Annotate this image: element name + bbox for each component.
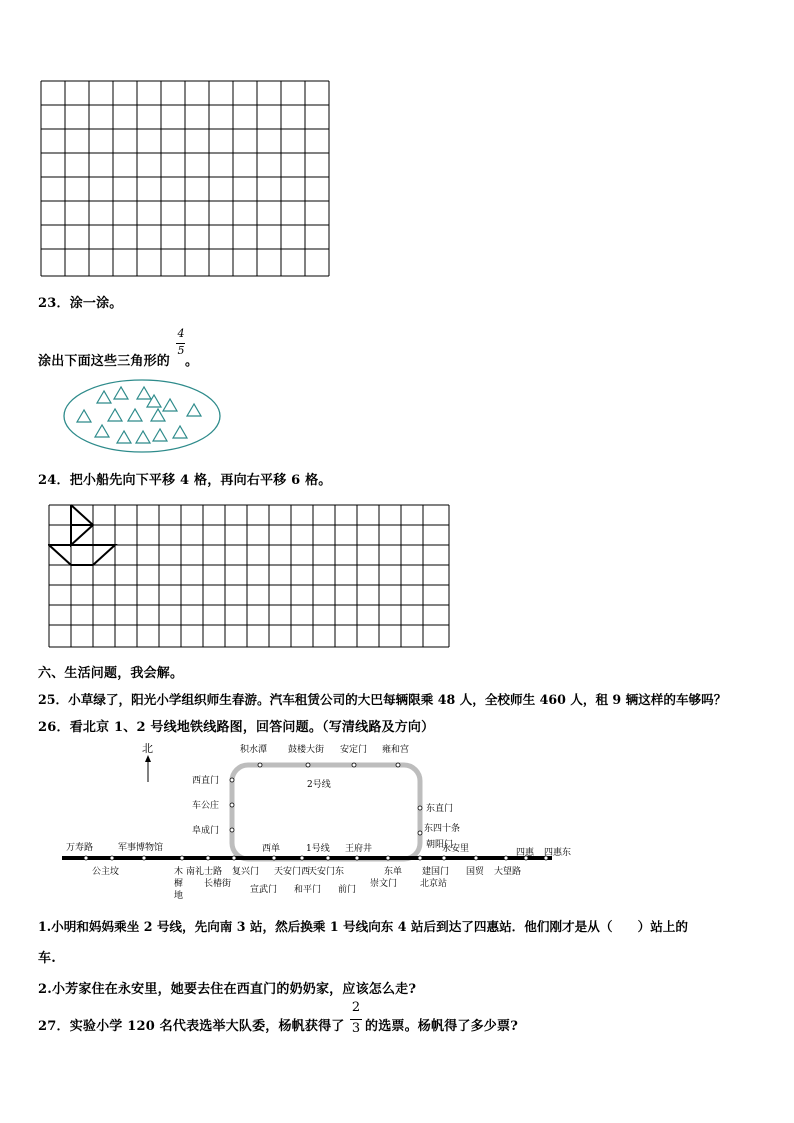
station-label: 东四十条 [424,824,461,834]
station-label: 东单 [384,867,403,877]
q26-sub1-line1: 1.小明和妈妈乘坐 2 号线，先向南 3 站，然后换乘 1 号线向东 4 站后到达了四惠站．他们刚才是从（ ）站上的 [38,919,688,934]
q23-title: 23．涂一涂。 [38,296,123,311]
station-dot [230,828,234,832]
station-dot [306,763,310,767]
q27-text-b: 的选票。杨帆得了多少票? [365,1019,519,1034]
station-label: 积水潭 [240,745,268,755]
subway-map [62,738,582,900]
triangle-shape [173,426,187,438]
station-label: 万寿路 [66,843,94,853]
line1-label: 1号线 [306,844,330,854]
station-dot [142,856,146,860]
station-label: 朝阳门 [426,840,454,850]
station-label: 四惠 [516,848,535,858]
station-dot [180,856,184,860]
station-label: 天安门东 [308,867,345,877]
station-label: 复兴门 [232,867,260,877]
station-dot [84,856,88,860]
station-label: 长椿街 [204,879,232,889]
station-label: 东直门 [426,804,454,814]
triangle-shape [97,391,111,403]
station-label: 鼓楼大街 [288,745,325,755]
triangle-shape [163,399,177,411]
q25-text: 25．小草绿了，阳光小学组织师生春游。汽车租赁公司的大巴每辆限乘 48 人，全校师生 460 人，租 9 辆这样的车够吗？ [38,692,727,707]
section6-title: 六、生活问题，我会解。 [38,666,184,681]
q26-title: 26．看北京 1、2 号线地铁线路图，回答问题。（写清线路及方向） [38,720,435,735]
station-label: 安定门 [340,745,368,755]
station-label: 木 [174,867,184,877]
triangle-shape [137,387,151,399]
station-dot [258,763,262,767]
q23-period: 。 [185,354,199,369]
station-dot [386,856,390,860]
top-grid [40,80,332,278]
station-dot [504,856,508,860]
q23-fraction-denominator: 5 [177,344,185,357]
triangle-shape [114,387,128,399]
station-label: 崇文门 [370,879,398,889]
station-label: 永安里 [442,844,470,854]
station-label: 前门 [338,885,357,895]
q23-fraction-numerator: 4 [177,327,185,340]
q26-sub1-line2: 车. [38,951,56,966]
station-dot [326,856,330,860]
q27-text-a: 27．实验小学 120 名代表选举大队委，杨帆获得了 [38,1019,345,1034]
station-label: 北京站 [420,879,448,889]
q26-sub2: 2.小芳家住在永安里，她要去住在西直门的奶奶家，应该怎么走? [38,982,417,997]
triangle-shape [187,404,201,416]
station-label: 樨 [174,879,184,889]
station-label: 雍和宫 [382,745,410,755]
station-dot [442,856,446,860]
station-label: 南礼士路 [186,867,223,877]
triangle-shape [77,410,91,422]
station-dot [272,856,276,860]
station-dot [355,856,359,860]
station-dot [232,856,236,860]
q23-instruction-text: 涂出下面这些三角形的 [38,354,171,369]
north-label: 北 [142,742,153,755]
station-label: 天安门西 [274,867,311,877]
station-dot [230,803,234,807]
line2-label: 2号线 [307,780,331,790]
triangle-shape [136,431,150,443]
q27-fraction-denominator: 3 [351,1021,361,1036]
triangle-ellipse [62,378,226,456]
triangle-shape [108,409,122,421]
station-label: 西单 [262,844,281,854]
station-label: 公主坟 [92,867,120,877]
station-label: 和平门 [294,885,322,895]
q24-title: 24．把小船先向下平移 4 格，再向右平移 6 格。 [38,473,332,488]
station-dot [418,856,422,860]
boat-grid [48,504,452,650]
triangle-shape [95,425,109,437]
station-label: 宣武门 [250,885,278,895]
triangle-shape [117,431,131,443]
station-label: 阜成门 [192,826,220,836]
triangle-shape [128,409,142,421]
station-dot [110,856,114,860]
station-label: 西直门 [192,776,220,786]
station-dot [418,806,422,810]
q27-fraction-numerator: 2 [351,1000,361,1015]
station-label: 王府井 [345,844,373,854]
station-label: 军事博物馆 [118,843,164,853]
boat-shape [49,505,115,565]
q27-fraction-bar [350,1019,362,1020]
station-dot [418,831,422,835]
triangle-shape [153,429,167,441]
station-label: 地 [174,891,184,900]
station-label: 建国门 [422,867,450,877]
station-dot [300,856,304,860]
station-dot [352,763,356,767]
station-label: 车公庄 [192,801,220,811]
q23-instruction [38,350,170,369]
station-dot [230,778,234,782]
station-dot [474,856,478,860]
station-label: 大望路 [494,867,522,877]
station-label: 国贸 [466,867,485,877]
station-dot [206,856,210,860]
station-dot [396,763,400,767]
station-label: 四惠东 [544,848,572,858]
